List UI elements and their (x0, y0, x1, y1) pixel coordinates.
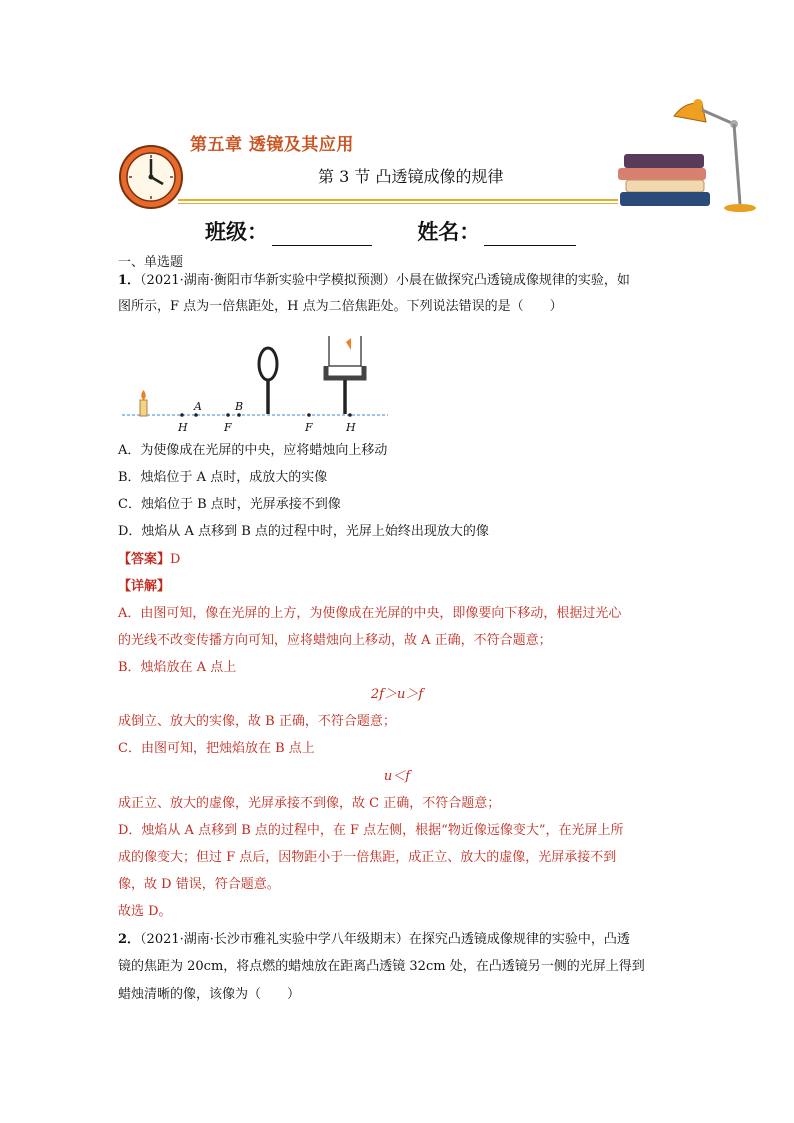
explain-line: 成的像变大；但过 F 点后，因物距小于一倍焦距，成正立、放大的虚像，光屏承接不到 (118, 850, 617, 865)
detail-label: 【详解】 (118, 579, 171, 594)
fig-label-F2: F (305, 421, 313, 434)
q1-option-b[interactable]: B．烛焰位于 A 点时，成放大的实像 (118, 470, 328, 485)
q1-stem (118, 272, 678, 290)
name-label: 姓名： (417, 219, 481, 244)
formula-2: u＜f (383, 769, 411, 784)
answer-line (118, 551, 180, 569)
clock-icon (118, 144, 184, 210)
header-divider-thin (178, 203, 618, 204)
q1-option-a[interactable]: A．为使像成在光屏的中央，应将蜡烛向上移动 (118, 443, 388, 458)
q2-number: 2． (118, 932, 141, 947)
q2-source: （2021·湖南·长沙市雅礼实验中学八年级期末） (140, 932, 409, 947)
q2-line-2: 镜的焦距为 20cm，将点燃的蜡烛放在距离凸透镜 32cm 处，在凸透镜另一侧的光屏上得到 (118, 959, 645, 974)
fig-label-H2: H (346, 421, 356, 434)
class-label: 班级： (205, 219, 268, 244)
explain-line: 故选 D。 (118, 904, 172, 919)
explain-line: C．由图可知，把烛焰放在 B 点上 (118, 741, 315, 756)
q1-option-c[interactable]: C．烛焰位于 B 点时，光屏承接不到像 (118, 497, 341, 512)
explain-line: 成正立、放大的虚像，光屏承接不到像，故 C 正确，不符合题意； (118, 796, 501, 811)
class-blank[interactable] (272, 223, 372, 246)
answer-value: D (170, 552, 181, 567)
q2-line-1: 在探究凸透镜成像规律的实验中，凸透 (408, 932, 630, 947)
explain-line: 的光线不改变传播方向可知，应将蜡烛向上移动，故 A 正确，不符合题意； (118, 633, 552, 648)
chapter-title: 第五章 透镜及其应用 (190, 135, 354, 155)
q1-stem-1: 小晨在做探究凸透镜成像规律的实验，如 (395, 273, 630, 288)
name-blank[interactable] (484, 223, 576, 246)
answer-label: 【答案】 (118, 552, 171, 567)
q2-line-3: 蜡烛清晰的像，该像为（ ） (118, 987, 301, 1002)
class-name-line (205, 216, 576, 246)
fig-label-B: B (235, 400, 244, 413)
q1-source: （2021·湖南·衡阳市华新实验中学模拟预测） (140, 273, 396, 288)
experiment-figure (118, 336, 398, 436)
q1-option-d[interactable]: D．烛焰从 A 点移到 B 点的过程中时，光屏上始终出现放大的像 (118, 524, 489, 539)
section-heading: 一、单选题 (118, 255, 184, 270)
fig-label-A: A (194, 400, 202, 413)
fig-label-H1: H (178, 421, 188, 434)
section-title: 第 3 节 凸透镜成像的规律 (318, 167, 504, 186)
q1-stem-2: 图所示，F 点为一倍焦距处，H 点为二倍焦距处。下列说法错误的是（ ） (118, 299, 563, 314)
q1-number: 1． (118, 273, 141, 288)
explain-line: D．烛焰从 A 点移到 B 点的过程中，在 F 点左侧，根据“物近像远像变大”，在光屏上所 (118, 823, 624, 838)
fig-label-F1: F (224, 421, 232, 434)
explain-line: 成倒立、放大的实像，故 B 正确，不符合题意； (118, 714, 396, 729)
header-divider (178, 199, 618, 201)
formula-1: 2f＞u＞f (370, 687, 424, 702)
q2-stem (118, 931, 678, 949)
explain-line: 像，故 D 错误，符合题意。 (118, 877, 280, 892)
books-lamp-icon (614, 94, 760, 218)
explain-line: A．由图可知，像在光屏的上方，为使像成在光屏的中央，即像要向下移动，根据过光心 (118, 606, 622, 621)
explain-line: B．烛焰放在 A 点上 (118, 660, 237, 675)
